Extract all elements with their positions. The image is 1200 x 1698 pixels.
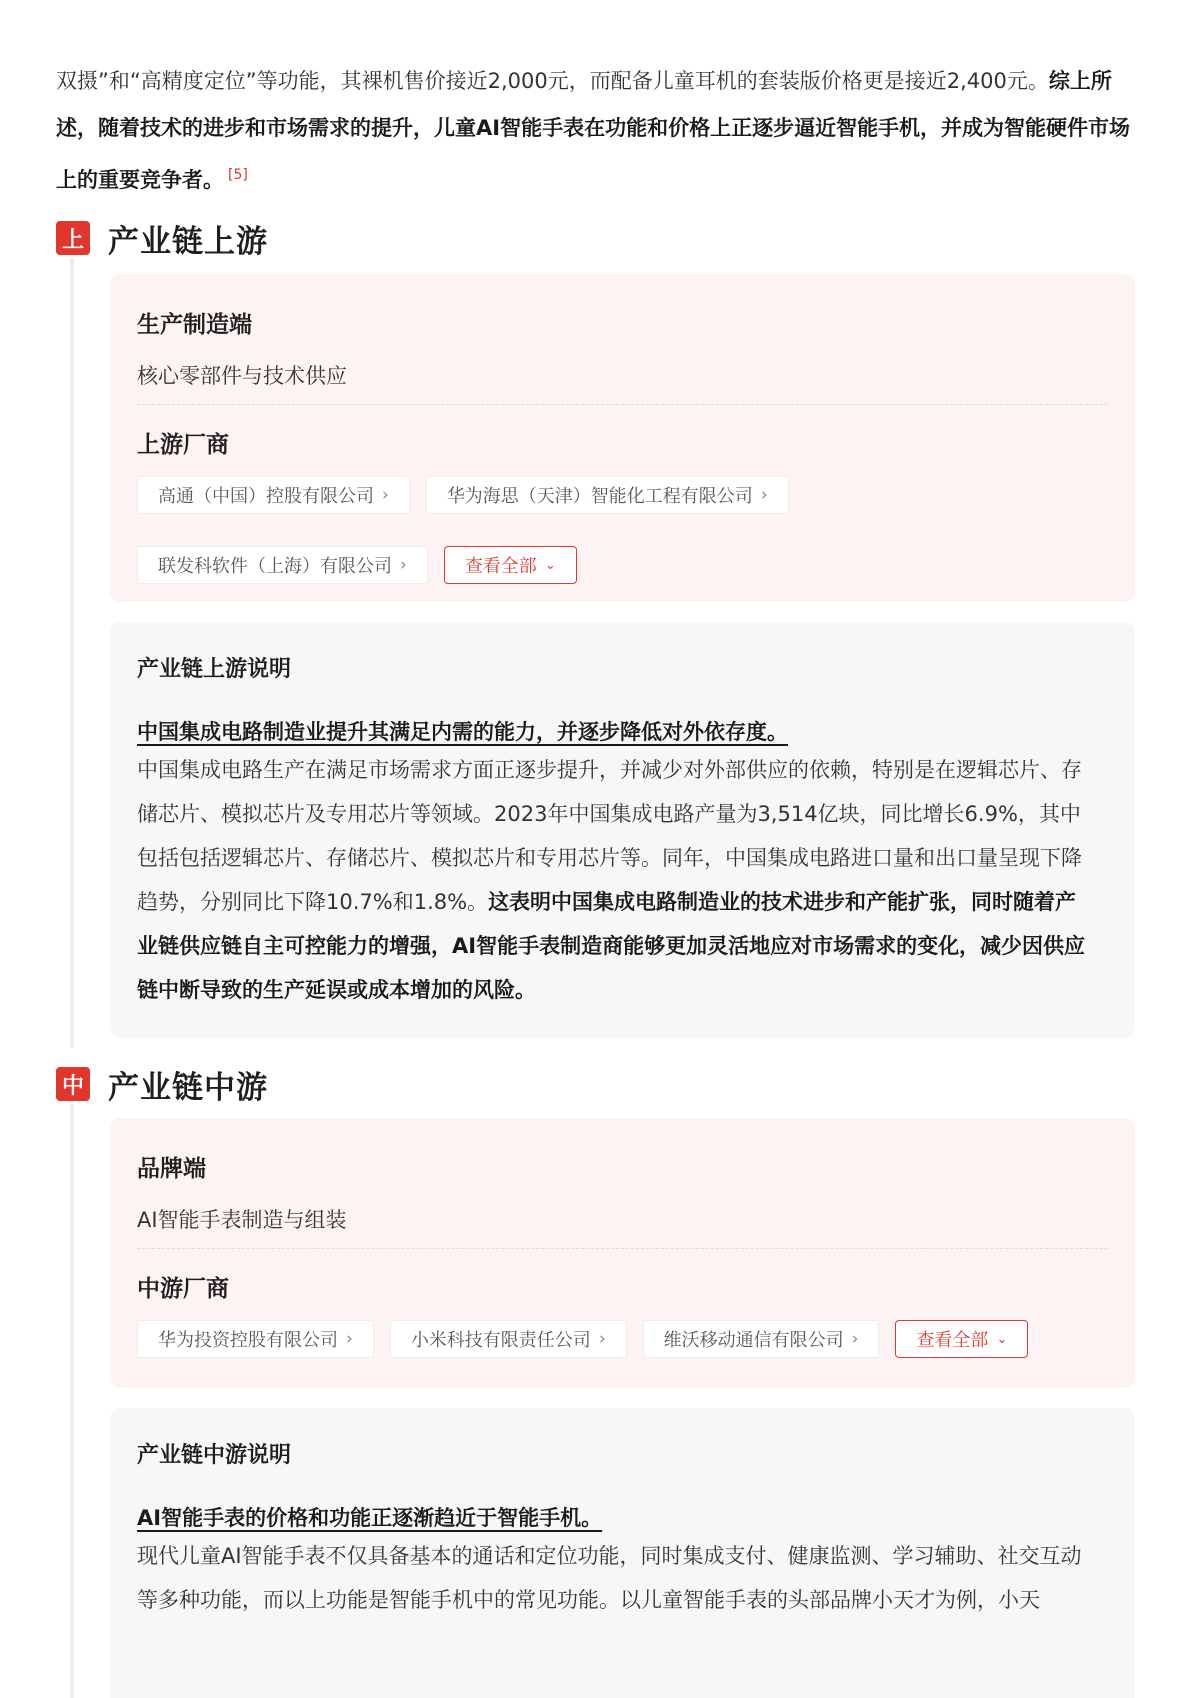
chevron-down-icon: ⌄ xyxy=(544,557,556,573)
segment-subtitle: 核心零部件与技术供应 xyxy=(137,364,347,388)
vendors-title: 上游厂商 xyxy=(137,432,229,458)
description-body xyxy=(137,1534,1097,1622)
vendor-name: 华为海思（天津）智能化工程有限公司 xyxy=(446,486,753,507)
description-text: 中国集成电路生产在满足市场需求方面正逐步提升，并减少对外部供应的依赖，特别是在逻辑芯片、存储芯片、模拟芯片及专用芯片等领域。2023年中国集成电路产量为3,514亿块，同比增长6.9%，其中包括包括逻辑芯片、存储芯片、模拟芯片和专用芯片等。同年，中国集成电路进口量和出口量呈现下降趋势，分别同比下降10.7%和1.8%。 xyxy=(137,758,1082,914)
upstream-description-card xyxy=(110,622,1135,1038)
vendor-name: 小米科技有限责任公司 xyxy=(410,1330,591,1351)
description-emphasis: 这表明中国集成电路制造业的技术进步和产能扩张，同时随着产业链供应链自主可控能力的增强，AI智能手表制造商能够更加灵活地应对市场需求的变化，减少因供应链中断导致的生产延误或成本增加的风险。 xyxy=(137,890,1086,1002)
chevron-right-icon: › xyxy=(851,1329,859,1349)
view-all-button[interactable] xyxy=(895,1320,1028,1358)
upstream-segment-card xyxy=(110,274,1135,602)
section-title: 产业链上游 xyxy=(108,223,268,260)
vendor-tag[interactable] xyxy=(390,1320,627,1358)
intro-text: 双摄”和“高精度定位”等功能，其裸机售价接近2,000元，而配备儿童耳机的套装版价格更是接近2,400元。 xyxy=(56,69,1049,93)
description-body xyxy=(137,748,1097,1012)
vendor-name: 华为投资控股有限公司 xyxy=(158,1330,338,1351)
description-heading: 中国集成电路制造业提升其满足内需的能力，并逐步降低对外依存度。 xyxy=(137,720,788,744)
vendor-name: 维沃移动通信有限公司 xyxy=(663,1330,844,1351)
vendors-title: 中游厂商 xyxy=(137,1276,229,1302)
description-heading: AI智能手表的价格和功能正逐渐趋近于智能手机。 xyxy=(137,1506,603,1530)
vendor-list xyxy=(137,476,1097,584)
vendor-tag[interactable] xyxy=(137,476,410,514)
intro-paragraph xyxy=(56,58,1146,204)
view-all-label: 查看全部 xyxy=(916,1330,989,1351)
chevron-right-icon: › xyxy=(346,1329,353,1349)
chevron-down-icon: ⌄ xyxy=(996,1331,1008,1347)
upstream-badge-icon: 上 xyxy=(56,221,90,255)
vendor-tag[interactable] xyxy=(426,476,789,514)
description-title: 产业链上游说明 xyxy=(137,657,292,682)
midstream-segment-card xyxy=(110,1118,1135,1388)
segment-title: 生产制造端 xyxy=(137,312,252,338)
view-all-button[interactable] xyxy=(444,546,577,584)
chevron-right-icon: › xyxy=(598,1329,606,1349)
vendor-list xyxy=(137,1320,1097,1358)
description-text: 现代儿童AI智能手表不仅具备基本的通话和定位功能，同时集成支付、健康监测、学习辅助、社交互动等多种功能，而以上功能是智能手机中的常见功能。以儿童智能手表的头部品牌小天才为例，小天 xyxy=(137,1544,1082,1612)
vendor-tag[interactable] xyxy=(137,546,428,584)
segment-subtitle: AI智能手表制造与组装 xyxy=(137,1208,347,1232)
chevron-right-icon: › xyxy=(382,485,389,505)
midstream-description-card xyxy=(110,1408,1135,1698)
citation-link[interactable]: [5] xyxy=(228,167,248,183)
intro-conclusion: 综上所述，随着技术的进步和市场需求的提升，儿童AI智能手表在功能和价格上正逐步逼近智能手机，并成为智能硬件市场上的重要竞争者。 xyxy=(56,69,1131,192)
midstream-badge-icon: 中 xyxy=(56,1067,90,1101)
vendor-name: 联发科软件（上海）有限公司 xyxy=(158,556,392,577)
section-header-midstream xyxy=(56,1064,268,1104)
vendor-tag[interactable] xyxy=(643,1320,880,1358)
section-title: 产业链中游 xyxy=(108,1069,268,1106)
vendor-tag[interactable] xyxy=(137,1320,374,1358)
chevron-right-icon: › xyxy=(760,485,768,505)
timeline-line-upstream xyxy=(70,258,74,1048)
description-title: 产业链中游说明 xyxy=(137,1443,292,1468)
timeline-line-midstream xyxy=(70,1104,74,1698)
vendor-name: 高通（中国）控股有限公司 xyxy=(158,486,374,507)
segment-title: 品牌端 xyxy=(137,1156,206,1182)
view-all-label: 查看全部 xyxy=(464,556,537,577)
section-header-upstream xyxy=(56,218,268,258)
chevron-right-icon: › xyxy=(400,555,407,575)
divider xyxy=(137,404,1108,405)
divider xyxy=(137,1248,1108,1249)
